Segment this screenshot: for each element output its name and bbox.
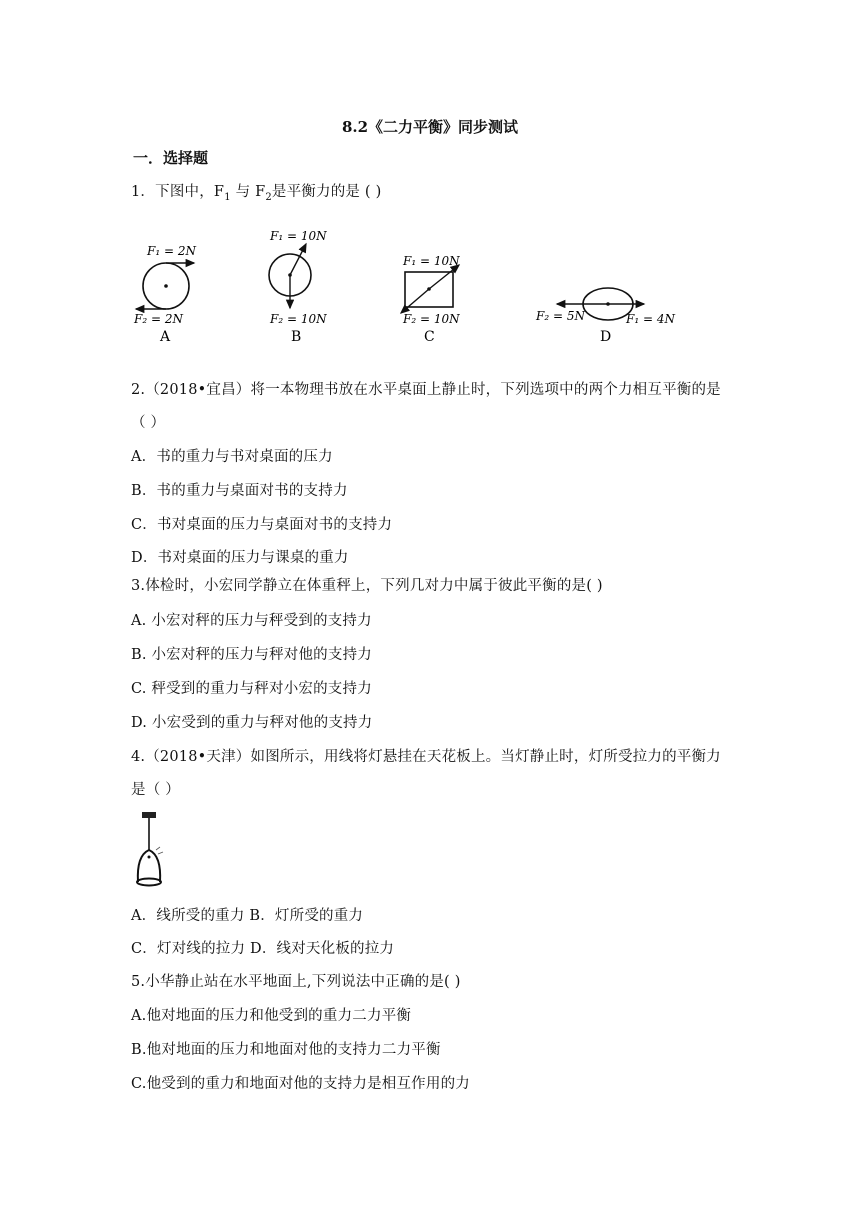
question-3-option-b: B. 小宏对秤的压力与秤对他的支持力: [131, 647, 372, 663]
diagram-a-f2-label: F₂ = 2N: [134, 312, 183, 326]
question-5-stem: 5.小华静止站在水平地面上,下列说法中正确的是( ): [131, 974, 461, 990]
force-diagram-figure: [120, 220, 700, 350]
diagram-b-f2-label: F₂ = 10N: [270, 312, 327, 326]
diagram-d-f1-label: F₁ = 4N: [626, 312, 675, 326]
question-3-option-c: C. 秤受到的重力与秤对小宏的支持力: [131, 681, 372, 697]
question-5-option-b: B.他对地面的压力和地面对他的支持力二力平衡: [131, 1042, 441, 1058]
question-4-stem-cont: 是（ ）: [131, 782, 180, 798]
diagram-a-center: [164, 284, 168, 288]
lamp-base: [137, 879, 161, 886]
q1-sub2: 2: [265, 191, 272, 203]
question-4-options-ab: A．线所受的重力 B．灯所受的重力: [131, 908, 364, 924]
ceiling-mount: [142, 812, 156, 818]
question-2-paren: （ ）: [131, 415, 166, 431]
diagram-c-f1-arrow: [429, 265, 459, 289]
question-2-option-a: A．书的重力与书对桌面的压力: [131, 449, 333, 465]
question-4-stem: 4.（2018•天津）如图所示，用线将灯悬挂在天花板上。当灯静止时，灯所受拉力的平衡力: [131, 749, 721, 765]
question-2-option-d: D．书对桌面的压力与课桌的重力: [131, 550, 349, 566]
diagram-b-f1-label: F₁ = 10N: [270, 229, 327, 243]
question-2-option-c: C．书对桌面的压力与桌面对书的支持力: [131, 517, 393, 533]
page-title: 8.2《二力平衡》同步测试: [341, 118, 519, 136]
lamp-shade-right: [149, 850, 160, 882]
question-2-option-b: B．书的重力与桌面对书的支持力: [131, 483, 348, 499]
lamp-shade-left: [138, 850, 149, 882]
diagram-c-f2-label: F₂ = 10N: [403, 312, 460, 326]
question-3-option-d: D. 小宏受到的重力与秤对他的支持力: [131, 715, 373, 731]
lamp-glow-marks: [156, 847, 163, 854]
diagram-d-label: D: [600, 329, 612, 345]
diagram-b: [269, 229, 327, 345]
q1-sub1: 1: [224, 191, 231, 203]
question-5-option-a: A.他对地面的压力和他受到的重力二力平衡: [131, 1008, 412, 1024]
question-3-option-a: A. 小宏对秤的压力与秤受到的支持力: [131, 613, 372, 629]
diagram-a-label: A: [160, 329, 171, 345]
diagram-b-label: B: [291, 329, 302, 345]
lamp-center: [148, 856, 151, 859]
question-2-stem: 2.（2018•宜昌）将一本物理书放在水平桌面上静止时，下列选项中的两个力相互平衡的是: [131, 382, 721, 398]
diagram-a: [133, 244, 196, 345]
q1-mid: 与 F: [235, 184, 266, 200]
question-4-options-cd: C．灯对线的拉力 D．线对天化板的拉力: [131, 941, 395, 957]
diagram-c: [401, 254, 460, 345]
section-heading: 一．选择题: [133, 149, 209, 167]
diagram-a-f1-label: F₁ = 2N: [147, 244, 196, 258]
hanging-lamp-figure: [128, 810, 178, 890]
diagram-d: [535, 288, 675, 345]
question-5-option-c: C.他受到的重力和地面对他的支持力是相互作用的力: [131, 1076, 470, 1092]
diagram-c-label: C: [424, 329, 435, 345]
diagram-c-f1-label: F₁ = 10N: [403, 254, 460, 268]
diagram-d-f2-label: F₂ = 5N: [536, 309, 585, 323]
q1-suffix: 是平衡力的是 ( ): [271, 184, 382, 200]
question-1: [131, 180, 381, 203]
question-3-stem: 3.体检时，小宏同学静立在体重秤上，下列几对力中属于彼此平衡的是( ): [131, 578, 603, 594]
q1-prefix: 1．下图中，F: [131, 184, 225, 200]
